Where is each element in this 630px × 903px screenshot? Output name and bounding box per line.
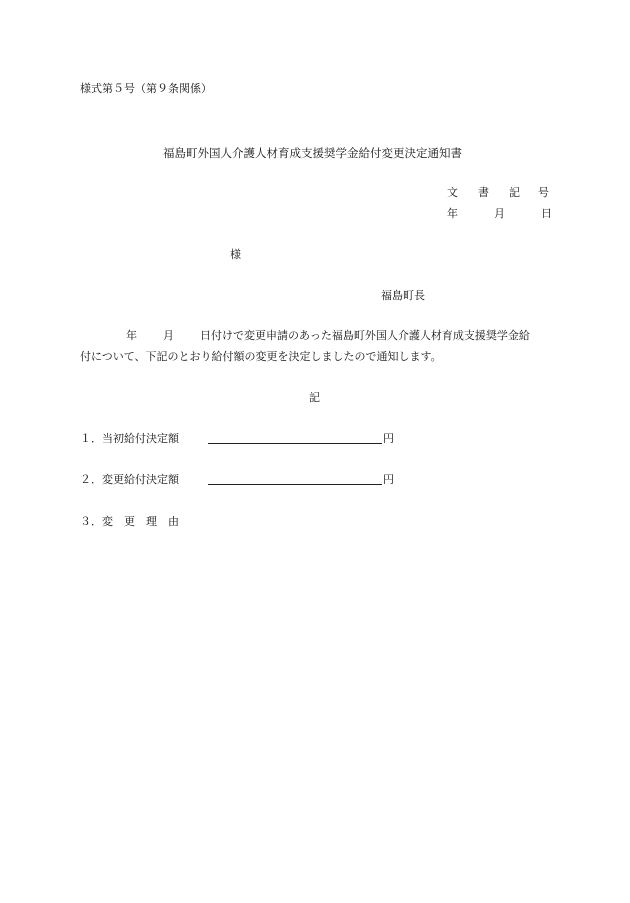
changed-amount-unit: 円 xyxy=(383,473,394,486)
changed-amount-field[interactable] xyxy=(208,484,382,485)
ki-heading: 記 xyxy=(309,391,320,404)
item-change-reason-label: ３．変 更 理 由 xyxy=(80,515,179,528)
doc-number-char: 書 xyxy=(478,186,489,199)
body-line-2: 付について、下記のとおり給付額の変更を決定しましたので通知します。 xyxy=(80,350,442,363)
doc-number-char: 号 xyxy=(538,186,549,199)
body-month: 月 xyxy=(163,329,174,342)
document-number-label xyxy=(447,186,549,200)
body-year: 年 xyxy=(126,329,137,342)
document-title: 福島町外国人介護人材育成支援奨学金給付変更決定通知書 xyxy=(163,146,462,160)
initial-amount-unit: 円 xyxy=(383,432,394,445)
date-year: 年 xyxy=(447,207,458,220)
doc-number-char: 記 xyxy=(509,186,520,199)
doc-number-char: 文 xyxy=(447,186,458,199)
item-initial-amount-label: １．当初給付決定額 xyxy=(80,432,179,445)
date-month: 月 xyxy=(494,207,505,220)
body-line-1 xyxy=(126,329,530,343)
sender-name: 福島町長 xyxy=(381,289,425,302)
addressee-suffix: 様 xyxy=(230,248,241,261)
form-number: 様式第５号（第９条関係） xyxy=(80,82,212,95)
date-day: 日 xyxy=(541,207,552,220)
initial-amount-field[interactable] xyxy=(208,443,382,444)
body-line-1-text: 日付けで変更申請のあった福島町外国人介護人材育成支援奨学金給 xyxy=(200,329,530,342)
item-changed-amount-label: ２．変更給付決定額 xyxy=(80,473,179,486)
document-date xyxy=(447,207,552,221)
